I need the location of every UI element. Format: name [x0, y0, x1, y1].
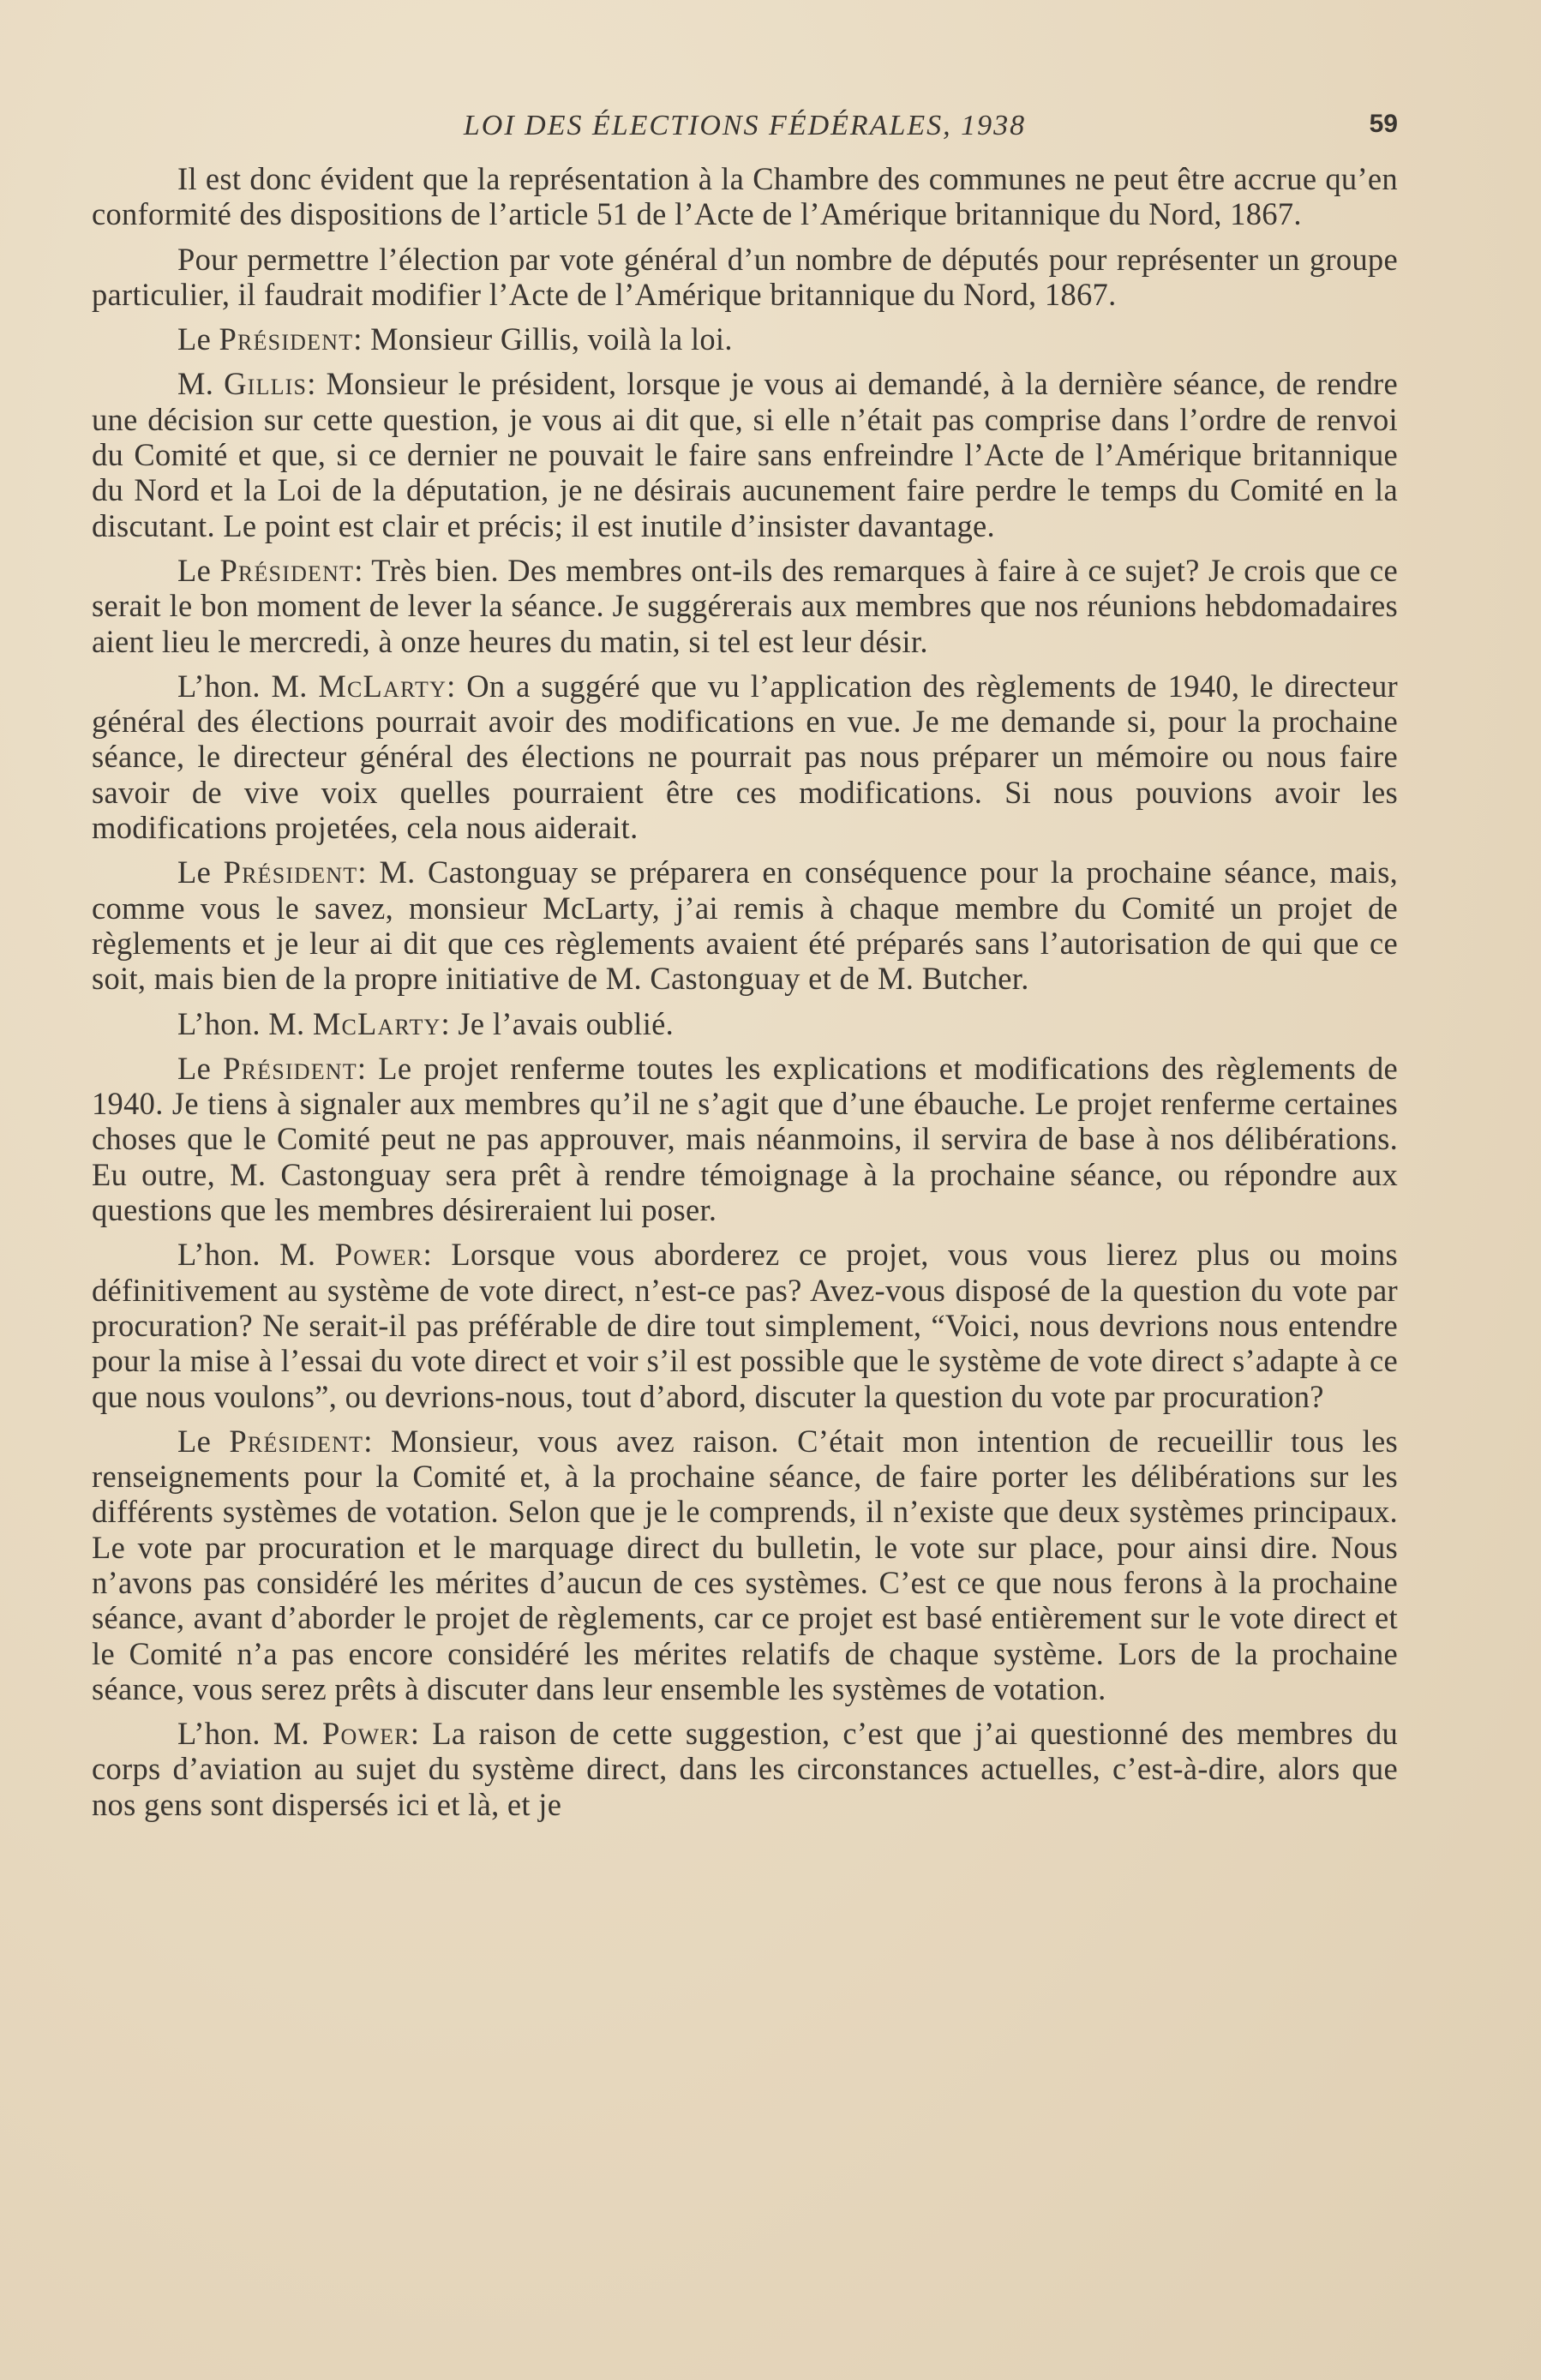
speaker-prefix: L’hon. M.	[177, 668, 319, 704]
document-page	[92, 101, 1398, 1831]
paragraph-text: Pour permettre l’élection par vote général d’un nombre de députés pour représenter un groupe particulier, il faudrait modifier l’Acte de l’Amérique britannique du Nord, 1867.	[92, 241, 1398, 312]
speaker-paragraph	[92, 1006, 1398, 1041]
paragraph	[92, 161, 1398, 232]
paragraph-text: : M. Castonguay se préparera en conséquence pour la prochaine séance, mais, comme vous le savez, monsieur McLarty, j’ai remis à chaque membre du Comité un projet de règlements et je leur ai dit que ces règlements avaient été préparés sans l’autorisation de qui que ce soit, mais bien de la propre initiative de M. Castonguay et de M. Butcher.	[92, 854, 1398, 997]
speaker-paragraph	[92, 321, 1398, 357]
speaker-name: McLarty	[318, 668, 447, 704]
speaker-prefix: Le	[177, 321, 219, 357]
running-head	[92, 101, 1398, 161]
speaker-paragraph	[92, 1237, 1398, 1413]
speaker-name: Gillis	[224, 366, 308, 402]
body-text	[92, 161, 1398, 1822]
paragraph	[92, 242, 1398, 313]
paragraph-text: : On a suggéré que vu l’application des règlements de 1940, le directeur général des élections pourrait avoir des modifications en vue. Je me demande si, pour la prochaine séance, le directeur général des élections ne pourrait pas nous préparer un mémoire ou nous faire savoir de vive voix quelles pourraient être ces modifications. Si nous pouvions avoir les modifications projetées, cela nous aiderait.	[92, 668, 1398, 846]
speaker-paragraph	[92, 1424, 1398, 1706]
speaker-paragraph	[92, 366, 1398, 543]
speaker-name: Président	[223, 854, 358, 890]
paragraph-text: : Monsieur, vous avez raison. C’était mon intention de recueillir tous les renseignements pour la Comité et, à la prochaine séance, de faire porter les délibérations sur les différents systèmes de votation. Selon que je le comprends, il n’existe que deux systèmes principaux. Le vote par procuration et le marquage direct du bulletin, le vote sur place, pour ainsi dire. Nous n’avons pas considéré les mérites d’aucun de ces systèmes. C’est ce que nous ferons à la prochaine séance, avant d’aborder le projet de règlements, car ce projet est basé entièrement sur le vote direct et le Comité n’a pas encore considéré les mérites relatifs de chaque système. Lors de la prochaine séance, vous serez prêts à discuter dans leur ensemble les systèmes de votation.	[92, 1423, 1398, 1706]
speaker-prefix: Le	[177, 552, 220, 588]
paragraph-text: : La raison de cette suggestion, c’est que j’ai questionné des membres du corps d’aviation au sujet du système direct, dans les circonstances actuelles, c’est-à-dire, alors que nos gens sont dispersés ici et là, et je	[92, 1716, 1398, 1822]
speaker-name: Président	[219, 552, 355, 588]
paragraph-text: : Très bien. Des membres ont-ils des remarques à faire à ce sujet? Je crois que ce serait le bon moment de lever la séance. Je suggérerais aux membres que nos réunions hebdomadaires aient lieu le mercredi, à onze heures du matin, si tel est leur désir.	[92, 552, 1398, 659]
speaker-prefix: M.	[177, 366, 225, 402]
paragraph-text: : Monsieur Gillis, voilà la loi.	[353, 321, 733, 357]
speaker-prefix: Le	[177, 1050, 224, 1086]
paragraph-text: : Lorsque vous aborderez ce projet, vous vous lierez plus ou moins définitivement au système de vote direct, n’est-ce pas? Avez-vous disposé de la question du vote par procuration? Ne serait-il pas préférable de dire tout simplement, “Voici, nous devrions nous entendre pour la mise à l’essai du vote direct et voir s’il est possible que le système de vote direct s’adapte à ce que nous voulons”, ou devrions-nous, tout d’abord, discuter la question du vote par procuration?	[92, 1237, 1398, 1414]
speaker-name: Président	[219, 321, 354, 357]
speaker-paragraph	[92, 1716, 1398, 1822]
paragraph-text: Il est donc évident que la représentation à la Chambre des communes ne peut être accrue qu’en conformité des dispositions de l’article 51 de l’Acte de l’Amérique britannique du Nord, 1867.	[92, 161, 1398, 232]
speaker-prefix: Le	[177, 854, 224, 890]
paragraph-text: : Le projet renferme toutes les explications et modifications des règlements de 1940. Je tiens à signaler aux membres qu’il ne s’agit que d’une ébauche. Le projet renferme certaines choses que le Comité peut ne pas approuver, mais néanmoins, il servira de base à nos délibérations. Eu outre, M. Castonguay sera prêt à rendre témoignage à la prochaine séance, ou répondre aux questions que les membres désireraient lui poser.	[92, 1050, 1398, 1228]
speaker-prefix: L’hon. M.	[177, 1716, 322, 1752]
speaker-prefix: Le	[177, 1423, 230, 1459]
speaker-name: Président	[229, 1423, 364, 1459]
speaker-name: Power	[334, 1237, 423, 1273]
speaker-prefix: L’hon. M.	[177, 1005, 313, 1041]
speaker-name: Power	[321, 1716, 411, 1752]
speaker-prefix: L’hon. M.	[177, 1237, 335, 1273]
speaker-paragraph	[92, 1051, 1398, 1227]
paragraph-text: : Monsieur le président, lorsque je vous ai demandé, à la dernière séance, de rendre une décision sur cette question, je vous ai dit que, si elle n’était pas comprise dans l’ordre de renvoi du Comité et que, si ce dernier ne pouvait le faire sans enfreindre l’Acte de l’Amérique britannique du Nord et la Loi de la députation, je ne désirais aucunement faire perdre le temps du Comité en la discutant. Le point est clair et précis; il est inutile d’insister davantage.	[92, 366, 1399, 543]
page-number: 59	[1369, 110, 1398, 138]
speaker-paragraph	[92, 668, 1398, 845]
speaker-paragraph	[92, 854, 1398, 996]
speaker-paragraph	[92, 553, 1398, 659]
running-title: LOI DES ÉLECTIONS FÉDÉRALES, 1938	[463, 110, 1027, 141]
paragraph-text: : Je l’avais oublié.	[441, 1005, 675, 1041]
speaker-name: McLarty	[312, 1005, 441, 1041]
speaker-name: Président	[223, 1050, 357, 1086]
